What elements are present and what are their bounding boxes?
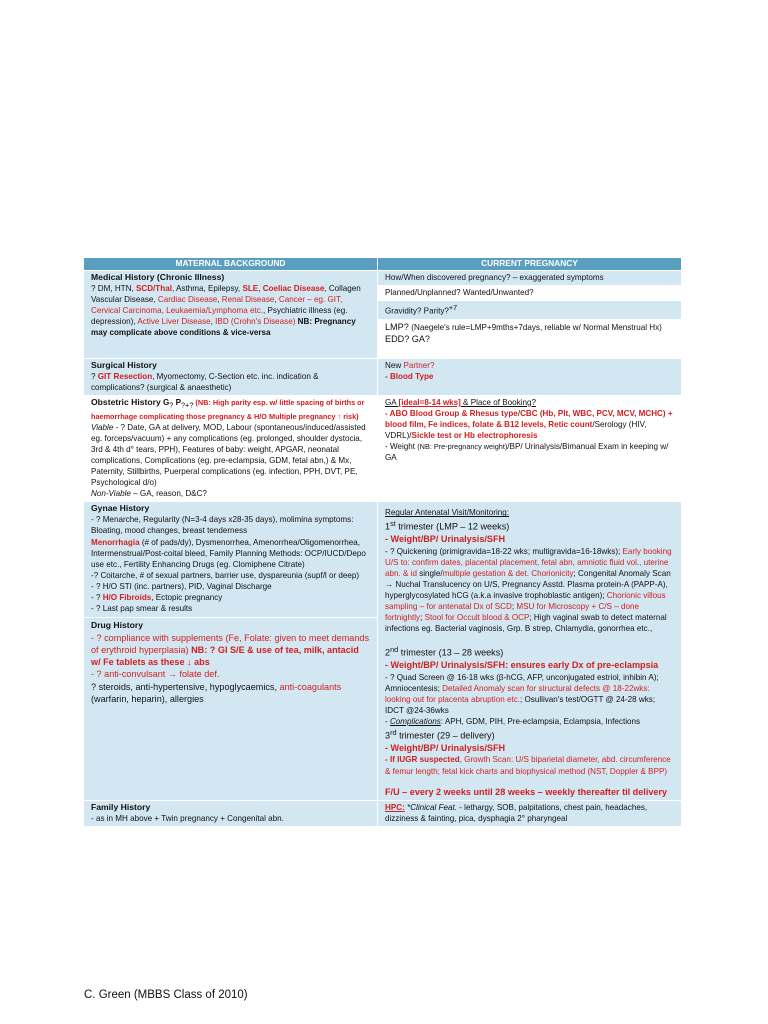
- drug-history-block: [84, 618, 377, 707]
- obstetric-row: [84, 395, 682, 501]
- gynae-text: -? Coitarche, # of sexual partners, barrier use, dyspareunia (supf/l or deep): [91, 570, 360, 580]
- gynae-row: [84, 502, 682, 801]
- medical-text: ,: [258, 284, 263, 294]
- edd-text: EDD? GA?: [385, 334, 430, 345]
- non-viable-label: Non-Viable: [91, 489, 131, 499]
- partner-cell: [378, 358, 682, 395]
- ga-text: GA: [385, 397, 399, 407]
- surgical-history-title: Surgical History: [91, 359, 157, 370]
- non-viable-text: – GA, reason, D&C?: [130, 489, 207, 499]
- gynae-text: - ? Menarche, Regularity (N=3-4 days x28-35 days), molimina symptoms: Bloating, mood changes, breast tenderness: [91, 515, 354, 536]
- drug-history-title: Drug History: [91, 620, 144, 631]
- obstetric-history-title: Obstetric History: [91, 396, 161, 407]
- serology-text: /Serology (HIV, VDRL)/: [385, 420, 647, 441]
- medical-history-cell: [84, 271, 378, 359]
- lmp-text: LMP?: [385, 321, 412, 332]
- trimester-1: 1: [385, 522, 391, 533]
- obstetric-body: - ? Date, GA at delivery, MOD, Labour (spontaneous/induced/assisted eg. forceps/vacuum) + any complications (eg. prolonged, shoulder dystocia, 3rd & 4th d° tears, PPH), Features of baby: weight, APGAR, neonatal complications, Complications (eg. pre-eclampsia, GDM, fetal abn,) & Mx, Paternity, Stillbirths, Puerperal complications (eg. infection, PPH, DVT, PE, Psychological d/o): [91, 422, 366, 488]
- hpc-text: - lethargy, SOB, palpitations, chest pain, headaches, dizziness & fainting, pica, dysphagia 2° pharyngeal: [385, 802, 648, 824]
- iugr-text: - If IUGR suspected: [385, 755, 460, 765]
- gynae-text: , Ectopic pregnancy: [151, 593, 223, 603]
- gynae-drug-cell: [84, 502, 378, 801]
- gravidity-sup: +7: [448, 303, 458, 313]
- medical-note: NB: Pregnancy may complicate above conditions & vice-versa: [91, 317, 356, 338]
- drug-note: NB: ? GI S/E & use of tea, milk, antacid w/ Fe tablets as these ↓ abs: [91, 644, 359, 668]
- drug-text: (warfarin, heparin), allergies: [91, 694, 204, 705]
- medical-text-red: Cardiac Disease: [157, 295, 218, 305]
- medical-text-red: Renal Disease: [221, 295, 275, 305]
- surgical-text: , Myomectomy, C-Section etc. inc. indication & complications? (surgical & anaesthetic): [91, 371, 319, 392]
- anticoagulants-text: anti-coagulants: [279, 681, 342, 692]
- quickening-detail: (primigravida=18-22 wks; multigravida=16-18wks): [439, 546, 619, 556]
- trimester-1-text: trimester (LMP – 12 weeks): [395, 522, 510, 533]
- gravidity-text: Gravidity? Parity?: [385, 306, 449, 316]
- footer-author: C. Green (MBBS Class of 2010): [84, 989, 248, 1001]
- pre-pregnancy-note: (NB: Pre-pregnancy weight): [417, 442, 508, 452]
- medical-history-title: Medical History (Chronic Illness): [91, 272, 225, 282]
- surgical-row: [84, 358, 682, 395]
- drug-text: ? steroids, anti-hypertensive, hypoglycaemics,: [91, 681, 280, 692]
- trimester-1-checks: - Weight/BP/ Urinalysis/SFH: [385, 534, 506, 545]
- family-row: [84, 800, 682, 826]
- sep: ;: [618, 546, 623, 556]
- booking-cell: [378, 395, 682, 501]
- medical-text-red: etc.: [249, 306, 263, 316]
- current-pregnancy-intro-cell: [378, 271, 682, 359]
- booking-text: & Place of Booking?: [460, 397, 536, 407]
- header-row: [84, 258, 682, 271]
- gravidity-row: [378, 301, 681, 320]
- partner-text: New: [385, 360, 404, 370]
- abo-text: - ABO Blood Group & Rhesus type: [385, 408, 518, 418]
- blood-type-text: - Blood Type: [385, 371, 434, 381]
- trimester-2: 2: [385, 648, 391, 659]
- drug-text-red: - ? compliance with supplements (Fe, Folate: given to meet demands of erythroid hyperplasia): [91, 632, 369, 655]
- family-text: - as in MH above + Twin pregnancy + Congenital abn.: [91, 814, 284, 824]
- antenatal-title: Regular Antenatal Visit/Monitoring:: [385, 508, 510, 518]
- anomaly-scan-red: Detailed Anomaly scan for structural defects @ 18-22wks: looking out for placenta abruption etc.: [385, 683, 650, 704]
- complications-text: : APH, GDM, PIH, Pre-eclampsia, Eclampsia, Infections: [440, 717, 641, 727]
- medical-text: , Asthma, Epilepsy,: [171, 284, 243, 294]
- naegele-text: (Naegele's rule=LMP+9mths+7days, reliable w/ Normal Menstrual Hx): [411, 322, 662, 332]
- osullivan-text: ; Osullivan's test/OGTT @ 24-28 wks; IDCT @24-36wks: [385, 694, 656, 715]
- medical-text: ,: [274, 295, 277, 305]
- slash: /: [517, 408, 521, 418]
- gynae-text: - ? H/O STI (inc. partners), PID, Vaginal Discharge: [91, 581, 272, 591]
- partner-text-red: Partner?: [403, 360, 435, 370]
- obstetric-note: (NB: High parity esp. w/ little spacing of births or haemorrhage complicating those pregnancy & H/O Multiple pregnancy ↑ risk): [91, 397, 365, 421]
- medical-text: ? DM, HTN,: [91, 284, 136, 294]
- sep: ;: [511, 602, 517, 612]
- cvs-text: Chorionic villous sampling – for antenatal Dx of SCD: [385, 591, 666, 612]
- anomaly-scan-text: ; Congenital Anomaly Scan → Nuchal Translucency on U/S, Pregnancy Asstd. Plasma protein-A (PAPP-A), hyperglycosylated hCG (a.k.a invasive trophoblastic antigen);: [385, 568, 671, 601]
- hpc-cell: [378, 800, 682, 826]
- family-history-title: Family History: [91, 801, 151, 812]
- multiple-gestation-text: multiple gestation & det. Chorionicity: [442, 568, 574, 578]
- gynae-text: - ?: [91, 593, 103, 603]
- gynae-history-title: Gynae History: [91, 503, 150, 514]
- antenatal-cell: [378, 502, 682, 801]
- complications-label: Complications: [389, 717, 441, 727]
- medical-text-red: Active Liver Disease: [137, 317, 211, 327]
- menorrhagia-text: Menorrhagia: [91, 537, 140, 547]
- cbc-text: CBC (Hb, Plt, WBC, PCV, MCV, MCHC) + blood film, Fe indices, folate & B12 levels, Retic count: [385, 408, 673, 430]
- trimester-2-sup: nd: [390, 645, 399, 655]
- gynae-text: (# of pads/dy), Dysmenorrhea, Amenorrhea/Oligomenorrhea, Intermenstrual/Post-coital bleed, Family Planning Methods: OCP/IUCD/Depo use etc., Fertility Enhancing Drugs (eg. Clomiphene Citrate): [91, 537, 366, 569]
- hpc-label: HPC:: [385, 802, 405, 812]
- booking-us-text: Early booking U/S to: confirm dates, placental placement, fetal abn, amniotic fluid vol., uterine abn. & id: [385, 546, 672, 578]
- obstetric-p-sub: ?+?: [181, 400, 194, 410]
- current-pregnancy-header: CURRENT PREGNANCY: [378, 258, 682, 271]
- intro-subtable: [378, 271, 681, 358]
- ga-ideal: [ideal=8-14 wks]: [398, 397, 461, 407]
- trimester-3-sup: rd: [390, 728, 397, 738]
- obstetric-g: G: [160, 397, 170, 407]
- family-history-cell: [84, 800, 378, 826]
- dash: -: [385, 717, 390, 727]
- history-table: [83, 257, 682, 827]
- growth-scan-text: , Growth Scan: U/S biparietal diameter, abd. circumference & femur length; fetal kick charts and biophysical method (NST, Doppler & BPP): [385, 755, 671, 776]
- medical-text-red: SCD/Thal: [135, 284, 172, 294]
- maternal-background-header: MATERNAL BACKGROUND: [84, 258, 378, 271]
- trimester-3-text: trimester (29 – delivery): [396, 730, 495, 741]
- quad-screen-text: - ? Quad Screen @ 16-18 wks (β-hCG, AFP, unconjugated estriol, inhibin A); Amniocentesis;: [385, 672, 659, 693]
- stool-text: Stool for Occult blood & OCP: [424, 613, 530, 623]
- drug-text-red: - ? anti-convulsant → folate def.: [91, 669, 220, 680]
- medical-text: ,: [210, 317, 213, 327]
- obstetric-history-cell: [84, 395, 378, 501]
- quickening-text: - ? Quickening: [385, 546, 440, 556]
- sickle-text: Sickle test or Hb electrophoresis: [411, 431, 538, 441]
- planned-row: Planned/Unplanned? Wanted/Unwanted?: [378, 286, 681, 301]
- single-text: single/: [419, 568, 443, 578]
- gynae-history-block: [84, 502, 377, 618]
- clinical-feat-label: *Clinical Feat.: [404, 802, 457, 812]
- obstetric-p: P: [173, 397, 181, 407]
- gynae-text: - ? Last pap smear & results: [91, 604, 193, 614]
- exam-text: /BP/ Urinalysis/Bimanual Exam in keeping w/ GA: [385, 442, 669, 463]
- trimester-2-text: trimester (13 – 28 weeks): [398, 648, 504, 659]
- discovered-row: How/When discovered pregnancy? – exaggerated symptoms: [378, 271, 681, 286]
- medical-text: ,: [324, 284, 327, 294]
- medical-text-red: IBD (Crohn's Disease): [215, 317, 296, 327]
- medical-text-red: Coeliac Disease: [262, 284, 325, 294]
- viable-label: Viable: [91, 422, 114, 432]
- hvs-text: ; High vaginal swab to detect maternal infections eg. Bacterial vaginosis, Grp. B strep, Chlamydia, gonorrhea etc.,: [385, 613, 667, 634]
- trimester-3-checks: - Weight/BP/ Urinalysis/SFH: [385, 743, 506, 754]
- surgical-text: ?: [91, 371, 98, 381]
- fibroids-text: H/O Fibroids: [102, 593, 152, 603]
- medical-text-red: SLE: [242, 284, 259, 294]
- follow-up-text: F/U – every 2 weeks until 28 weeks – weekly thereafter til delivery: [385, 786, 668, 797]
- msu-text: MSU for Microscopy + C/S – done fortnightly: [385, 602, 639, 623]
- surgical-history-cell: [84, 358, 378, 395]
- surgical-text-red: GIT Resection: [97, 371, 153, 381]
- sep: ;: [420, 613, 425, 623]
- medical-text-red: Cancer – eg. GIT, Cervical Carcinoma, Leukaemia/Lymphoma: [91, 295, 343, 316]
- trimester-3: 3: [385, 730, 391, 741]
- medical-text: Collagen Vascular Disease,: [91, 284, 361, 305]
- lmp-row: [378, 319, 681, 357]
- weight-text: - Weight: [385, 442, 418, 452]
- medical-text: ,: [217, 295, 222, 305]
- medical-text: , Psychiatric illness (eg. depression),: [91, 306, 348, 327]
- obstetric-g-sub: ?: [169, 400, 174, 410]
- medical-row: [84, 271, 682, 359]
- trimester-1-sup: st: [390, 519, 396, 529]
- trimester-2-checks: - Weight/BP/ Urinalysis/SFH: ensures early Dx of pre-eclampsia: [385, 660, 659, 671]
